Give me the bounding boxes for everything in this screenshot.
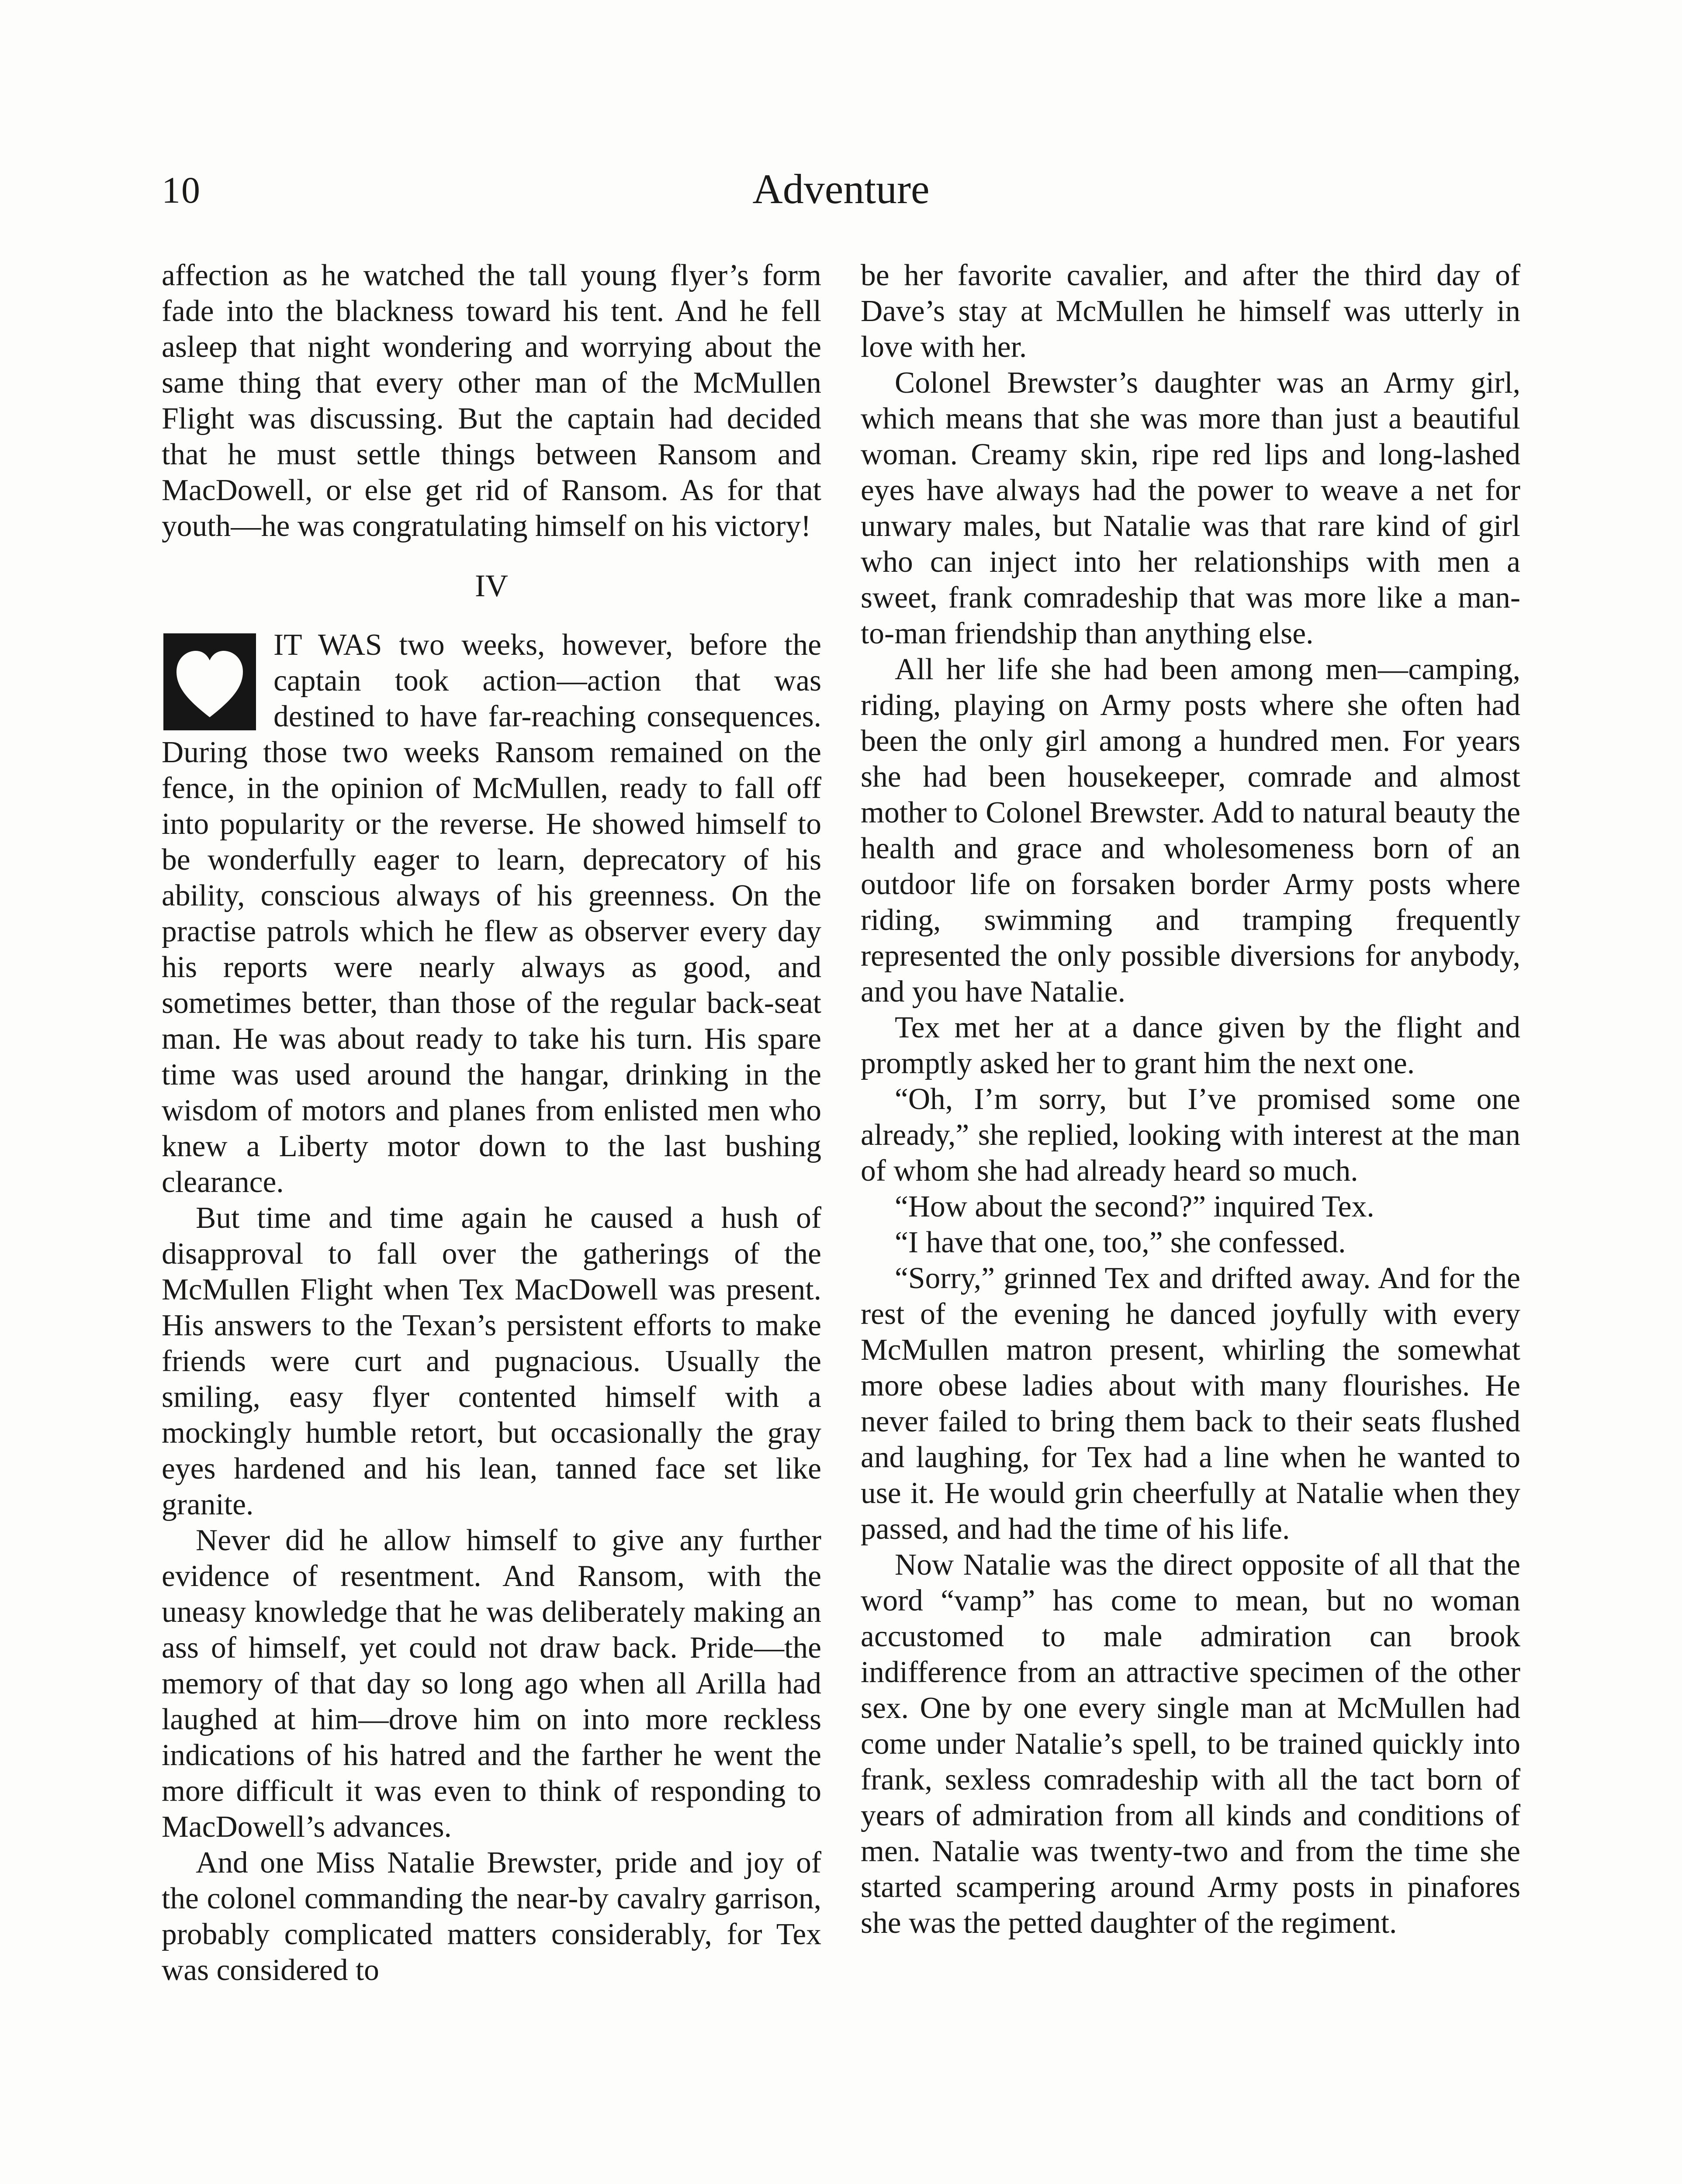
section-heading: IV — [475, 568, 508, 603]
paragraph: “How about the second?” inquired Tex. — [895, 1190, 1374, 1223]
paragraph: “Sorry,” grinned Tex and drifted away. And for the rest of the evening he danced joyfully with every McMullen matron present, whirling the somewhat more obese ladies about with many flourishes. He never failed to bring them back to their seats flushed and laughing, for Tex had a line when he wanted to use it. He would grin cheerfully at Natalie when they passed, and had the time of his life. — [861, 1261, 1520, 1546]
paragraph: But time and time again he caused a hush of disapproval to fall over the gatherings of the McMullen Flight when Tex MacDowell was present. His answers to the Texan’s persistent efforts to make friends were curt and pugnacious. Usually the smiling, easy flyer contented himself with a mockingly humble retort, but occasionally the gray eyes hardened and his lean, tanned face set like granite. — [162, 1201, 821, 1521]
page-number: 10 — [162, 169, 201, 211]
paragraph: All her life she had been among men—camping, riding, playing on Army posts where she often had been the only girl among a hundred men. For years she had been housekeeper, comrade and almost mother to Colonel Brewster. Add to natural beauty the health and grace and wholesomeness born of an outdoor life on forsaken border Army posts where riding, swimming and tramping frequently represented the only possible diversions for anybody, and you have Natalie. — [861, 653, 1520, 1009]
paragraph: be her favorite cavalier, and after the third day of Dave’s stay at McMullen he himself was utterly in love with her. — [861, 259, 1520, 364]
right-column — [861, 258, 1520, 1941]
paragraph: “Oh, I’m sorry, but I’ve promised some one already,” she replied, looking with interest at the man of whom she had already heard so much. — [861, 1082, 1520, 1188]
paragraph: “I have that one, too,” she confessed. — [895, 1226, 1346, 1259]
left-column — [162, 258, 821, 1988]
paragraph: affection as he watched the tall young flyer’s form fade into the blackness toward his tent. And he fell asleep that night wondering and worrying about the same thing that every other man of the McMullen Flight was discussing. But the captain had decided that he must settle things between Ransom and MacDowell, or else get rid of Ransom. As for that youth—he was congratulating himself on his victory! — [162, 259, 821, 543]
paragraph: And one Miss Natalie Brewster, pride and joy of the colonel commanding the near-by cavalry garrison, probably complicated matters considerably, for Tex was considered to — [162, 1846, 821, 1987]
paragraph: Colonel Brewster’s daughter was an Army girl, which means that she was more than just a beautiful woman. Creamy skin, ripe red lips and long-lashed eyes have always had the power to weave a net for unwary males, but Natalie was that rare kind of girl who can inject into her relationships with men a sweet, frank comradeship that was more like a man-to-man friendship than anything else. — [861, 366, 1520, 650]
paragraph: Tex met her at a dance given by the flight and promptly asked her to grant him the next one. — [861, 1011, 1520, 1080]
magazine-title: Adventure — [752, 166, 930, 212]
heart-drop-cap-icon — [162, 632, 258, 732]
page-header — [162, 168, 1520, 225]
paragraph: Now Natalie was the direct opposite of all that the word “vamp” has come to mean, but no woman accustomed to male admiration can brook indifference from an attractive specimen of the other sex. One by one every single man at McMullen had come under Natalie’s spell, to be trained quickly into frank, sexless comradeship with all the tact born of years of admiration from all kinds and conditions of men. Natalie was twenty-two and from the time she started scampering around Army posts in pinafores she was the petted daughter of the regiment. — [861, 1548, 1520, 1940]
drop-cap-paragraph-text: IT WAS two weeks, however, before the captain took action—action that was destined to have far-reaching consequences. During those two weeks Ransom remained on the fence, in the opinion of McMullen, ready to fall off into popularity or the reverse. He showed himself to be wonderfully eager to learn, deprecatory of his ability, conscious always of his greenness. On the practise patrols which he flew as observer every day his reports were nearly always as good, and sometimes better, than those of the regular back-seat man. He was about ready to take his turn. His spare time was used around the hangar, drinking in the wisdom of motors and planes from enlisted men who knew a Liberty motor down to the last bushing clearance. — [162, 628, 821, 1199]
drop-cap-paragraph — [162, 627, 821, 1200]
paragraph: Never did he allow himself to give any further evidence of resentment. And Ransom, with the uneasy knowledge that he was deliberately making an ass of himself, yet could not draw back. Pride—the memory of that day so long ago when all Arilla had laughed at him—drove him on into more reckless indications of his hatred and the farther he went the more difficult it was even to think of responding to MacDowell’s advances. — [162, 1524, 821, 1844]
